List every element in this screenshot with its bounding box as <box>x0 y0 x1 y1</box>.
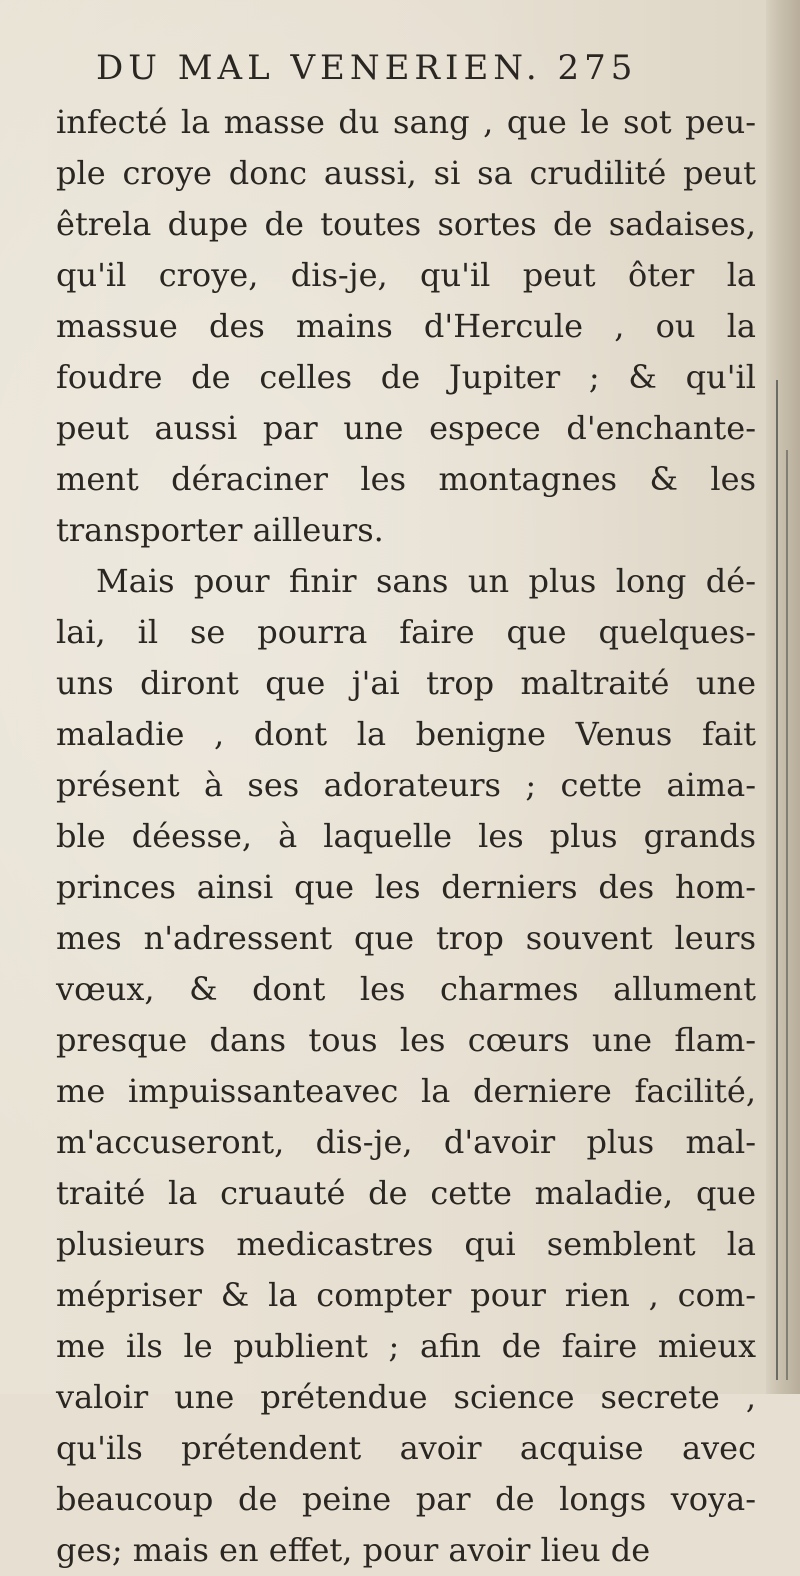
text-line: princes ainsi que les derniers des hom- <box>56 868 756 906</box>
text-line: uns diront que j'ai trop maltraité une <box>56 664 756 702</box>
text-line: peut aussi par une espece d'enchante- <box>56 409 756 447</box>
gutter-edge-line <box>786 450 788 1380</box>
gutter-edge-line <box>776 380 778 1380</box>
text-line: ble déesse, à laquelle les plus grands <box>56 817 756 855</box>
text-line: ges; mais en effet, pour avoir lieu de <box>56 1531 651 1569</box>
text-line: massue des mains d'Hercule , ou la <box>56 307 756 345</box>
text-line: plusieurs medicastres qui semblent la <box>56 1225 756 1263</box>
text-line: transporter ailleurs. <box>56 511 384 549</box>
text-line: lai, il se pourra faire que quelques- <box>56 613 756 651</box>
text-line: qu'il croye, dis-je, qu'il peut ôter la <box>56 256 756 294</box>
text-line: maladie , dont la benigne Venus fait <box>56 715 756 753</box>
text-line: infecté la masse du sang , que le sot peu- <box>56 103 756 141</box>
text-line: présent à ses adorateurs ; cette aima- <box>56 766 756 804</box>
body-text <box>56 97 776 1576</box>
text-line: beaucoup de peine par de longs voya- <box>56 1480 756 1518</box>
text-line: m'accuseront, dis-je, d'avoir plus mal- <box>56 1123 756 1161</box>
text-line: presque dans tous les cœurs une flam- <box>56 1021 756 1059</box>
text-line: ple croye donc aussi, si sa crudilité peut <box>56 154 756 192</box>
text-line: me ils le publient ; afin de faire mieux <box>56 1327 756 1365</box>
text-line: traité la cruauté de cette maladie, que <box>56 1174 756 1212</box>
text-line: vœux, & dont les charmes allument <box>56 970 756 1008</box>
text-line: ment déraciner les montagnes & les <box>56 460 756 498</box>
running-header: DU MAL VENERIEN. 275 <box>96 48 638 88</box>
text-line: mes n'adressent que trop souvent leurs <box>56 919 756 957</box>
text-line: valoir une prétendue science secrete , <box>56 1378 756 1416</box>
text-line: me impuissanteavec la derniere facilité, <box>56 1072 756 1110</box>
text-line: foudre de celles de Jupiter ; & qu'il <box>56 358 756 396</box>
text-line: Mais pour finir sans un plus long dé- <box>96 562 756 600</box>
text-line: êtrela dupe de toutes sortes de sadaises, <box>56 205 756 243</box>
text-line: mépriser & la compter pour rien , com- <box>56 1276 756 1314</box>
text-line: qu'ils prétendent avoir acquise avec <box>56 1429 756 1467</box>
